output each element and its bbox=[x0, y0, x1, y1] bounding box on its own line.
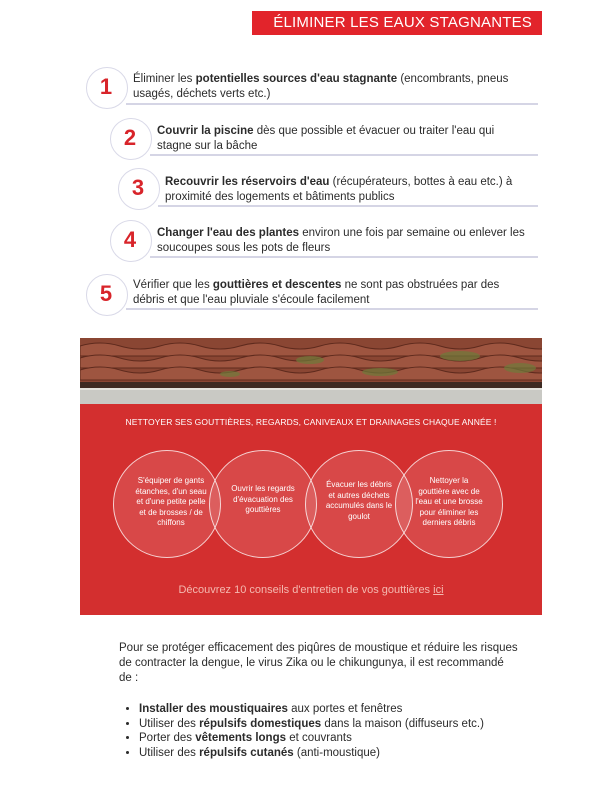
circle-text-3: Évacuer les débris et autres déchets accumulés dans le goulot bbox=[325, 480, 393, 521]
list-item: • Porter des vêtements longs et couvrants bbox=[139, 731, 539, 746]
step-text-4: Changer l'eau des plantes environ une fois par semaine ou enlever les soucoupes sous les pots de fleurs bbox=[157, 227, 525, 254]
circle-text-4: Nettoyer la gouttière avec de l'eau et une brosse pour éliminer les derniers débris bbox=[415, 476, 483, 527]
gutter-tips-link[interactable]: ici bbox=[433, 584, 444, 596]
step-text-2: Couvrir la piscine dès que possible et évacuer ou traiter l'eau qui stagne sur la bâche bbox=[157, 125, 495, 152]
step-number: 4 bbox=[123, 227, 137, 252]
tips-list bbox=[119, 702, 539, 760]
panel-title: NETTOYER SES GOUTTIÈRES, REGARDS, CANIVEAUX ET DRAINAGES CHAQUE ANNÉE ! bbox=[125, 417, 497, 427]
step-divider bbox=[150, 256, 538, 258]
step-divider bbox=[158, 205, 538, 207]
gutter-cleaning-panel bbox=[80, 404, 542, 615]
step-text-3: Recouvrir les réservoirs d'eau (récupérateurs, bottes à eau etc.) à proximité des logements et bâtiments publics bbox=[165, 176, 513, 203]
list-item: • Utiliser des répulsifs domestiques dans la maison (diffuseurs etc.) bbox=[139, 717, 539, 732]
page-banner-title: ÉLIMINER LES EAUX STAGNANTES bbox=[252, 11, 542, 35]
step-text-5: Vérifier que les gouttières et descentes ne sont pas obstruées par des débris et que l'eau pluviale s'écoule facilement bbox=[133, 279, 500, 306]
step-number: 3 bbox=[131, 175, 145, 200]
roof-gutter-photo bbox=[80, 338, 542, 404]
step-divider bbox=[126, 308, 538, 310]
step-divider bbox=[126, 103, 538, 105]
list-item: • Utiliser des répulsifs cutanés (anti-moustique) bbox=[139, 746, 539, 761]
gutter-tips-link-text: Découvrez 10 conseils d'entretien de vos gouttières ici bbox=[178, 584, 444, 596]
step-number: 1 bbox=[99, 74, 113, 99]
step-divider bbox=[150, 154, 538, 156]
intro-paragraph: Pour se protéger efficacement des piqûres de moustique et réduire les risques de contracter la dengue, le virus Zika ou le chikungunya, il est recommandé de : bbox=[119, 642, 518, 684]
list-item: • Installer des moustiquaires aux portes et fenêtres bbox=[139, 702, 539, 717]
step-number: 5 bbox=[99, 281, 113, 306]
step-number: 2 bbox=[123, 125, 137, 150]
step-text-1: Éliminer les potentielles sources d'eau stagnante (encombrants, pneus usagés, déchets verts etc.) bbox=[133, 73, 509, 100]
circle-text-1: S'équiper de gants étanches, d'un seau et d'une petite pelle et de brosses / de chiffons bbox=[135, 476, 207, 527]
circle-text-2: Ouvrir les regards d'évacuation des gouttières bbox=[231, 484, 295, 514]
